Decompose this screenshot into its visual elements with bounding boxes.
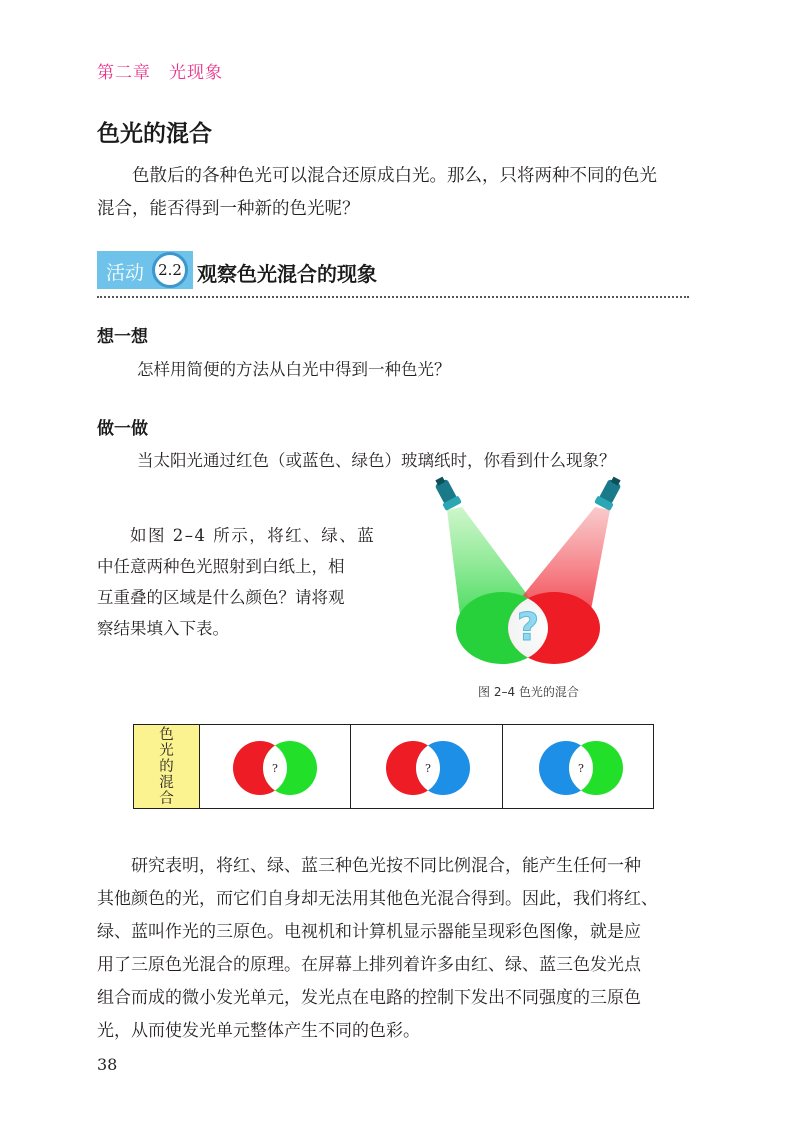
green-flashlight-icon [431,475,462,511]
activity-number: 2.2 [158,261,182,279]
page-number: 38 [97,1055,118,1074]
question-mark: ? [425,762,432,775]
chapter-header: 第二章 光现象 [97,63,223,83]
activity-label: 活动 [106,262,145,284]
instruction-line-1: 如图 2–4 所示，将红、绿、蓝 [130,526,376,545]
conclusion-paragraph [97,850,697,1048]
intro-line-2: 混合，能否得到一种新的色光呢？ [97,199,360,219]
conclusion-line-3: 绿、蓝叫作光的三原色。电视机和计算机显示器能呈现彩色图像，就是应 [97,922,641,942]
table-header-cell [134,725,200,808]
instruction-line-3: 互重叠的区域是什么颜色？请将观 [97,588,345,607]
conclusion-line-6: 光，从而使发光单元整体产生不同的色彩。 [97,1021,420,1041]
color-mixing-figure [420,475,630,675]
intro-paragraph [97,160,697,226]
conclusion-line-1: 研究表明，将红、绿、蓝三种色光按不同比例混合，能产生任何一种 [131,856,641,876]
question-mark-icon: ? [516,605,540,649]
activity-number-badge [152,252,188,288]
red-flashlight-icon [594,475,625,511]
question-mark: ? [272,762,278,775]
instruction-paragraph [97,520,387,644]
think-question: 怎样用简便的方法从白光中得到一种色光？ [137,360,451,379]
activity-title: 观察色光混合的现象 [197,262,377,286]
section-title: 色光的混合 [97,121,212,147]
conclusion-line-4: 用了三原色光混合的原理。在屏幕上排列着许多由红、绿、蓝三色发光点 [97,955,641,975]
question-mark: ? [577,762,584,775]
do-heading: 做一做 [97,419,148,439]
think-heading: 想一想 [97,327,148,347]
color-mixing-table [133,724,654,809]
table-cell-red-green [200,725,351,808]
table-cell-red-blue [351,725,502,808]
table-cell-blue-green [503,725,653,808]
instruction-line-2: 中任意两种色光照射到白纸上，相 [97,557,345,576]
do-question: 当太阳光通过红色（或蓝色、绿色）玻璃纸时，你看到什么现象？ [137,451,616,470]
dotted-divider [97,296,689,298]
instruction-line-4: 察结果填入下表。 [97,619,229,638]
table-header-label: 色光的混合 [159,726,174,807]
figure-caption: 图 2–4 色光的混合 [478,685,579,699]
conclusion-line-2: 其他颜色的光，而它们自身却无法用其他色光混合得到。因此，我们将红、 [97,889,658,909]
intro-line-1: 色散后的各种色光可以混合还原成白光。那么，只将两种不同的色光 [132,166,657,186]
conclusion-line-5: 组合而成的微小发光单元，发光点在电路的控制下发出不同强度的三原色 [97,988,641,1008]
